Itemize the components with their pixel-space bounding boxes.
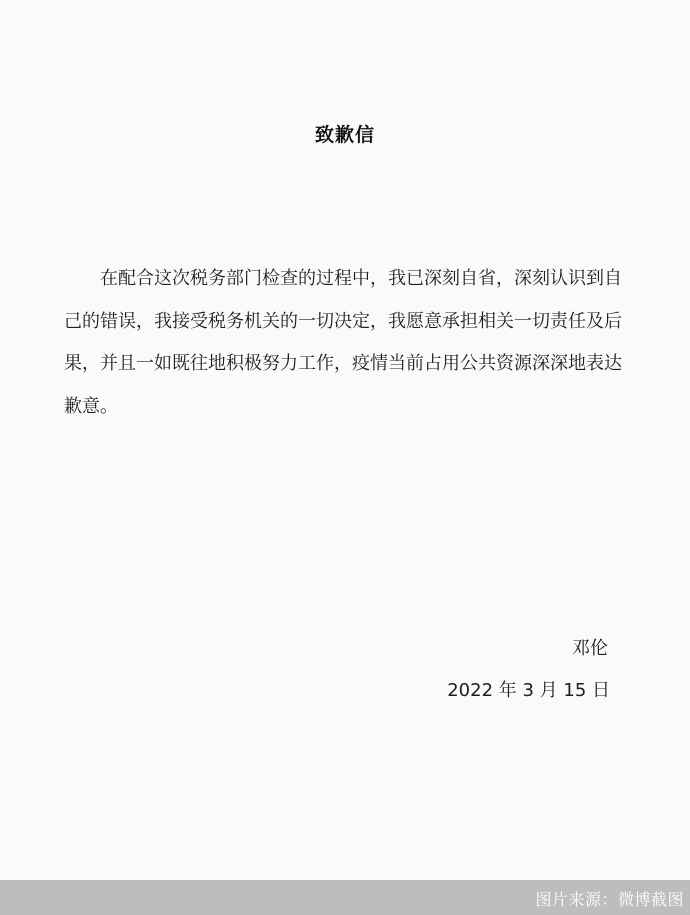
letter-date: 2022 年 3 月 15 日 <box>447 680 610 701</box>
letter-title: 致歉信 <box>314 124 375 146</box>
image-source-bar <box>0 880 690 915</box>
letter-body <box>64 258 624 428</box>
letter-signature: 邓伦 <box>572 638 608 659</box>
image-source-credit: 图片来源：微博截图 <box>535 890 684 909</box>
letter-paragraph: 在配合这次税务部门检查的过程中，我已深刻自省，深刻认识到自己的错误，我接受税务机关的一切决定，我愿意承担相关一切责任及后果，并且一如既往地积极努力工作，疫情当前占用公共资源深深地表达歉意。 <box>64 268 622 417</box>
